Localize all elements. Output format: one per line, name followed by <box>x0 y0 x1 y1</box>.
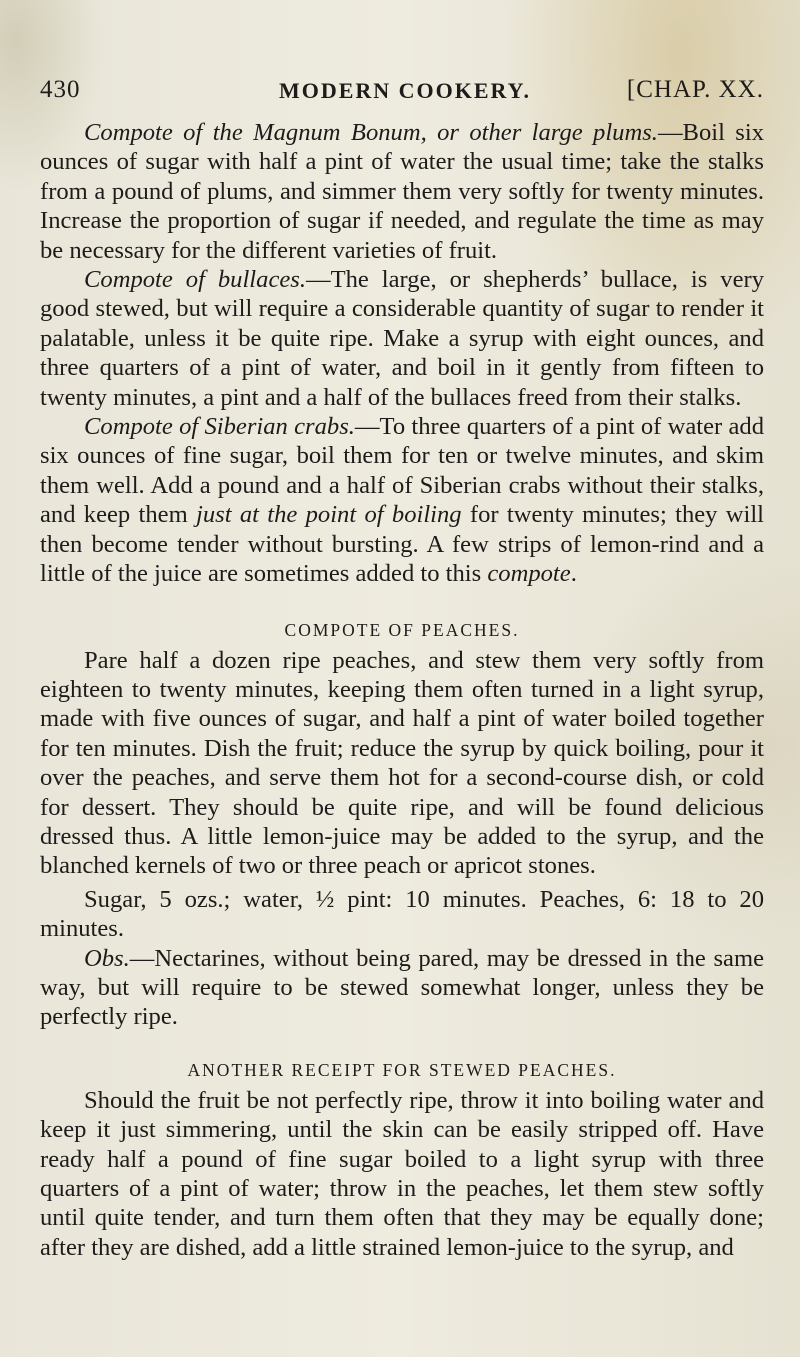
emphasis-text: just at the point of boiling <box>196 501 462 529</box>
chapter-label: [CHAP. XX. <box>626 76 764 103</box>
page-body <box>40 118 764 1262</box>
recipe-title: Compote of bullaces. <box>84 266 306 294</box>
emphasis-text: compote <box>487 560 571 588</box>
recipe-title: Compote of Siberian crabs. <box>84 413 355 441</box>
running-head: MODERN COOKERY. <box>278 78 532 103</box>
recipe-text: —The large, or shepherds’ bullace, is very good stewed, but will require a considerable quantity of sugar to render it palatable, unless it be quite ripe. Make a syrup with eight ounces, and three quarters of a pint of water, and boil in it gently from fifteen to twenty minutes, a pint and a half of the bullaces freed from their stalks. <box>40 266 764 411</box>
recipe-text: —To three quarters of a pint of water add six ounces of fine sugar, boil them for ten or twelve minutes, and skim them well. Add a pound and a half of Siberian crabs without their stalks, and keep them <box>40 413 764 529</box>
page-number: 430 <box>40 76 81 103</box>
paragraph-peaches: Pare half a dozen ripe peaches, and stew them very softly from eighteen to twenty minutes, keeping them often turned in a light syrup, made with five ounces of sugar, and half a pint of water boiled together for ten minutes. Dish the fruit; reduce the syrup by quick boiling, pour it over the peaches, and serve them hot for a second-course dish, or cold for dessert. They should be quite ripe, and will be found delicious dressed thus. A little lemon-juice may be added to the syrup, and the blanched kernels of two or three peach or apricot stones. <box>40 646 764 880</box>
recipe-title: Compote of the Magnum Bonum, or other large plums. <box>84 119 658 146</box>
recipe-text: . <box>570 560 577 588</box>
paragraph-peaches-obs <box>40 944 764 1032</box>
paragraph-plums <box>40 118 764 265</box>
paragraph-stewed-peaches: Should the fruit be not perfectly ripe, throw it into boiling water and keep it just simmering, until the skin can be easily stripped off. Have ready half a pound of fine sugar boiled to a light syrup with three quarters of a pint of water; throw in the peaches, let them stew softly until quite tender, and turn them often that they may be equally done; after they are dished, add a little strained lemon-juice to the syrup, and <box>40 1086 764 1261</box>
paragraph-peaches-summary: Sugar, 5 ozs.; water, ½ pint: 10 minutes. Peaches, 6: 18 to 20 minutes. <box>40 885 764 943</box>
recipe-text: —Boil six ounces of sugar with half a pint of water the usual time; take the stalks from a pound of plums, and simmer them very softly for twenty minutes. Increase the proportion of sugar if needed, and regulate the time as may be necessary for the different varieties of fruit. <box>40 119 764 264</box>
page-header <box>40 76 764 108</box>
section-heading-stewed-peaches: ANOTHER RECEIPT FOR STEWED PEACHES. <box>187 1059 617 1080</box>
obs-label: Obs. <box>84 944 130 972</box>
paragraph-siberian-crabs <box>40 412 764 588</box>
recipe-text: for twenty minutes; they will then become tender without bursting. A few strips of lemon-rind and a little of the juice are sometimes added to this <box>40 501 765 588</box>
obs-text: —Nectarines, without being pared, may be dressed in the same way, but will require to be stewed somewhat longer, unless they be perfectly ripe. <box>40 944 764 1031</box>
paragraph-bullaces <box>40 265 764 412</box>
section-heading-compote-of-peaches: COMPOTE OF PEACHES. <box>284 619 520 640</box>
